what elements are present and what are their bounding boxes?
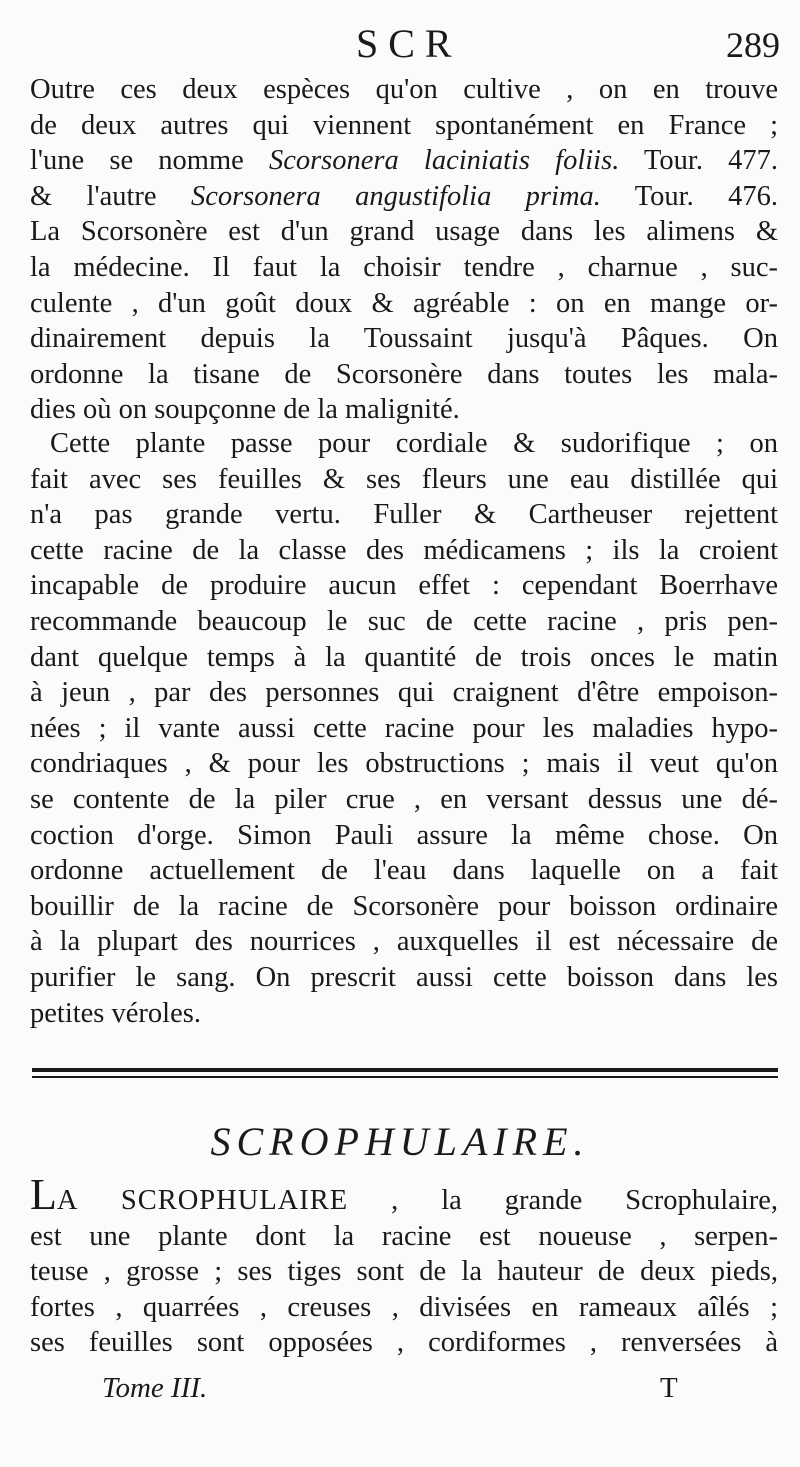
- text-line: bouillir de la racine de Scorsonère pour boisson ordinaire: [30, 890, 778, 922]
- text-line: teuse , grosse ; ses tiges sont de la hauteur de deux pieds,: [30, 1256, 778, 1288]
- text-line: coction d'orge. Simon Pauli assure la même chose. On: [30, 819, 778, 851]
- text-line: se contente de la piler crue , en versant dessus une dé-: [30, 783, 778, 815]
- text-line: purifier le sang. On prescrit aussi cette boisson dans les: [30, 961, 778, 993]
- paragraph-scrophulaire: [30, 1170, 778, 1361]
- text-line: ses feuilles sont opposées , cordiformes , renversées à: [30, 1327, 778, 1359]
- drop-cap: L: [30, 1170, 57, 1219]
- volume-label: Tome III.: [102, 1372, 208, 1404]
- section-divider-thin: [32, 1076, 778, 1078]
- text-line: condriaques , & pour les obstructions ; mais il veut qu'on: [30, 748, 778, 780]
- text-line: Outre ces deux espèces qu'on cultive , on en trouve: [30, 74, 778, 105]
- text-line: ordonne la tisane de Scorsonère dans toutes les mala-: [30, 358, 778, 390]
- paragraph-medicinal-properties: [30, 426, 778, 1031]
- text-line: est une plante dont la racine est noueuse , serpen-: [30, 1220, 778, 1252]
- text-line: petites véroles.: [30, 997, 201, 1029]
- text-line: fortes , quarrées , creuses , divisées en rameaux aîlés ;: [30, 1291, 778, 1323]
- text-line: n'a pas grande vertu. Fuller & Cartheuser rejettent: [30, 499, 778, 531]
- text-line: cette racine de la classe des médicamens ; ils la croient: [30, 534, 778, 566]
- text-line: dinairement depuis la Toussaint jusqu'à Pâques. On: [30, 323, 778, 355]
- text-line: la médecine. Il faut la choisir tendre , charnue , suc-: [30, 251, 778, 283]
- text-line: Cette plante passe pour cordiale & sudorifique ; on: [50, 428, 778, 459]
- text-run: & l'autre: [30, 180, 157, 212]
- text-line: nées ; il vante aussi cette racine pour les maladies hypo-: [30, 712, 778, 744]
- text-run: l'une se nomme: [30, 145, 244, 177]
- text-line: à jeun , par des personnes qui craignent d'être empoison-: [30, 677, 778, 709]
- latin-name: Scorsonera angustifolia prima.: [190, 180, 601, 212]
- text-line: culente , d'un goût doux & agréable : on en mange or-: [30, 287, 778, 319]
- text-line: ordonne actuellement de l'eau dans laquelle on a fait: [30, 855, 778, 887]
- text-line: incapable de produire aucun effet : cependant Boerrhave: [30, 570, 778, 602]
- signature-mark: T: [660, 1372, 678, 1404]
- text-line: recommande beaucoup le suc de cette racine , pris pen-: [30, 605, 778, 637]
- reference: Tour. 476.: [634, 180, 778, 212]
- text-line: dant quelque temps à la quantité de trois onces le matin: [30, 641, 778, 673]
- page-number: 289: [726, 25, 780, 65]
- text-line: de deux autres qui viennent spontanément en France ;: [30, 109, 778, 141]
- text-line: dies où on soupçonne de la malignité.: [30, 394, 460, 426]
- page-footer: [0, 1372, 800, 1412]
- text-line-with-latin: [30, 143, 778, 179]
- entry-lead: A SCROPHULAIRE: [56, 1185, 349, 1216]
- text-line: La Scorsonère est d'un grand usage dans les alimens &: [30, 216, 778, 248]
- section-divider-thick: [32, 1068, 778, 1072]
- latin-name: Scorsonera laciniatis foliis.: [268, 145, 620, 177]
- text-run: , la grande Scrophulaire,: [391, 1185, 778, 1216]
- reference: Tour. 477.: [643, 145, 778, 177]
- text-line-with-latin: [30, 179, 778, 215]
- text-line-with-dropcap: [30, 1170, 778, 1219]
- paragraph-scorsonere-usage: [30, 72, 778, 428]
- text-line: fait avec ses feuilles & ses fleurs une eau distillée qui: [30, 463, 778, 495]
- text-line: à la plupart des nourrices , auxquelles il est nécessaire de: [30, 926, 778, 958]
- running-head: [0, 18, 800, 68]
- section-heading: SCROPHULAIRE.: [210, 1119, 590, 1164]
- running-title: SCR: [356, 21, 462, 66]
